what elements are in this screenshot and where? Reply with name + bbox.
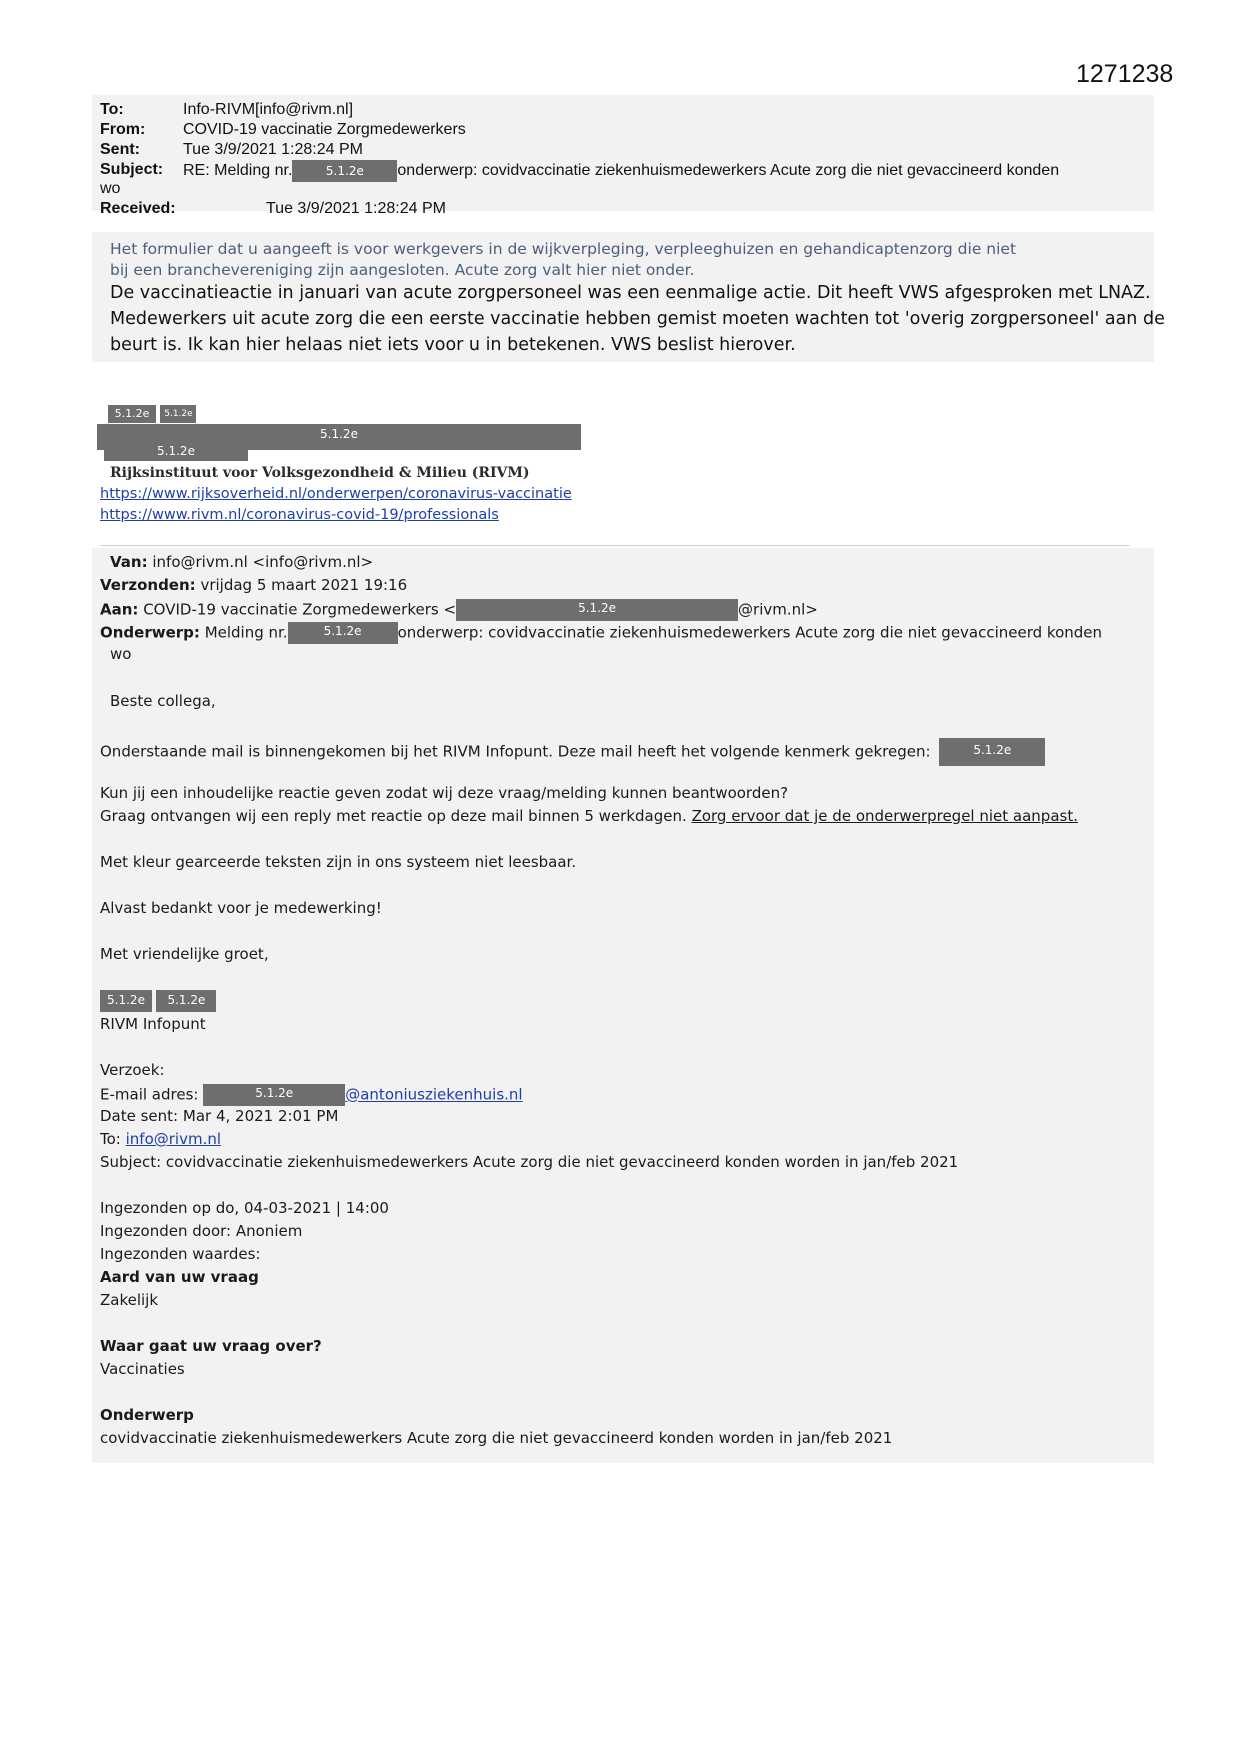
request-ingezonden-op: Ingezonden op do, 04-03-2021 | 14:00	[100, 1199, 389, 1217]
request-email-label: E-mail adres:	[100, 1085, 199, 1104]
request-aard-label: Aard van uw vraag	[100, 1268, 259, 1286]
reply-blue-line-2: bij een branchevereniging zijn aangesloten. Acute zorg valt hier niet onder.	[110, 261, 695, 279]
body-shade	[92, 548, 1154, 1463]
reply-blue-line-1: Het formulier dat u aangeeft is voor werkgevers in de wijkverpleging, verpleeghuizen en gehandicaptenzorg die niet	[110, 240, 1017, 258]
header-to-label: To:	[100, 101, 124, 118]
forward-onderwerp-prefix: Melding nr.	[204, 623, 288, 642]
request-ingezonden-waardes: Ingezonden waardes:	[100, 1245, 261, 1263]
body-p2c: Zorg ervoor dat je de onderwerpregel niet aanpast.	[691, 807, 1078, 825]
body-p4: Alvast bedankt voor je medewerking!	[100, 899, 382, 917]
header-received-label: Received:	[100, 200, 176, 217]
forward-verzonden-value: vrijdag 5 maart 2021 19:16	[200, 576, 408, 594]
document-number: 1271238	[1076, 60, 1174, 88]
reply-line-3: beurt is. Ik kan hier helaas niet iets voor u in betekenen. VWS beslist hierover.	[110, 335, 796, 355]
request-date-sent: Date sent: Mar 4, 2021 2:01 PM	[100, 1107, 339, 1125]
request-to-line	[100, 1130, 221, 1148]
body-p3: Met kleur gearceerde teksten zijn in ons systeem niet leesbaar.	[100, 853, 577, 871]
body-p5: Met vriendelijke groet,	[100, 945, 269, 963]
request-to-link[interactable]: info@rivm.nl	[125, 1130, 222, 1148]
request-ingezonden-door: Ingezonden door: Anoniem	[100, 1222, 303, 1240]
signature-redactions	[108, 405, 196, 423]
redaction-box: 5.1.2e	[156, 990, 216, 1012]
forward-onderwerp-wrap: wo	[110, 645, 132, 663]
request-onderwerp-value: covidvaccinatie ziekenhuismedewerkers Acute zorg die niet gevaccineerd konden worden in jan/feb 2021	[100, 1429, 893, 1447]
header-subject-suffix: onderwerp: covidvaccinatie ziekenhuismedewerkers Acute zorg die niet gevaccineerd konden	[397, 162, 1060, 180]
forward-onderwerp-line	[100, 622, 1102, 644]
forward-onderwerp-label: Onderwerp:	[100, 623, 200, 642]
header-from-value: COVID-19 vaccinatie Zorgmedewerkers	[183, 121, 466, 138]
request-subject: Subject: covidvaccinatie ziekenhuismedewerkers Acute zorg die niet gevaccineerd konden worden in jan/feb 2021	[100, 1153, 959, 1171]
signature-link-rivm[interactable]: https://www.rivm.nl/coronavirus-covid-19/professionals	[100, 507, 499, 523]
redaction-box: 5.1.2e	[100, 990, 152, 1012]
forward-van-value: info@rivm.nl <info@rivm.nl>	[152, 553, 374, 571]
body-p2a: Kun jij een inhoudelijke reactie geven zodat wij deze vraag/melding kunnen beantwoorden?	[100, 784, 789, 802]
request-to-label: To:	[100, 1130, 126, 1148]
redaction-box: 5.1.2e	[203, 1084, 345, 1106]
body-infopunt: RIVM Infopunt	[100, 1015, 206, 1033]
body-signature-redactions	[100, 990, 216, 1012]
forward-verzonden-label: Verzonden:	[100, 576, 196, 594]
forward-aan-line	[100, 599, 818, 621]
header-sent-value: Tue 3/9/2021 1:28:24 PM	[183, 141, 363, 158]
request-waar-value: Vaccinaties	[100, 1360, 185, 1378]
header-from-label: From:	[100, 121, 146, 138]
redaction-box: 5.1.2e	[104, 441, 248, 461]
body-p1-line	[100, 738, 1045, 766]
redaction-box: 5.1.2e	[160, 405, 196, 423]
forward-aan-value: COVID-19 vaccinatie Zorgmedewerkers <	[143, 600, 457, 619]
signature-org: Rijksinstituut voor Volksgezondheid & Milieu (RIVM)	[110, 465, 530, 481]
redaction-box: 5.1.2e	[939, 738, 1045, 766]
request-verzoek: Verzoek:	[100, 1061, 165, 1079]
body-greeting: Beste collega,	[110, 692, 216, 710]
header-subject-wrap: wo	[100, 180, 121, 197]
reply-line-1: De vaccinatieactie in januari van acute zorgpersoneel was een eenmalige actie. Dit heeft VWS afgesproken met LNAZ.	[110, 283, 1151, 303]
redaction-box: 5.1.2e	[288, 622, 398, 644]
signature-link-rijksoverheid[interactable]: https://www.rijksoverheid.nl/onderwerpen/coronavirus-vaccinatie	[100, 486, 572, 502]
header-to-value: Info-RIVM[info@rivm.nl]	[183, 101, 354, 118]
forward-aan-suffix: @rivm.nl>	[738, 600, 818, 619]
request-email-line	[100, 1084, 523, 1106]
forward-aan-label: Aan:	[100, 600, 139, 619]
request-waar-label: Waar gaat uw vraag over?	[100, 1337, 322, 1355]
header-sent-label: Sent:	[100, 141, 140, 158]
divider	[100, 545, 1130, 546]
header-received-value: Tue 3/9/2021 1:28:24 PM	[266, 200, 446, 217]
forward-van-line	[110, 553, 373, 571]
redaction-box: 5.1.2e	[97, 424, 581, 450]
redaction-box: 5.1.2e	[456, 599, 738, 621]
redaction-box: 5.1.2e	[108, 405, 156, 423]
header-subject-label: Subject:	[100, 161, 164, 178]
forward-van-label: Van:	[110, 553, 148, 571]
request-email-domain[interactable]: @antoniusziekenhuis.nl	[345, 1085, 523, 1104]
redaction-box: 5.1.2e	[292, 160, 397, 182]
forward-onderwerp-suffix: onderwerp: covidvaccinatie ziekenhuismedewerkers Acute zorg die niet gevaccineerd konden	[397, 623, 1103, 642]
request-onderwerp-label: Onderwerp	[100, 1406, 194, 1424]
body-p2-line	[100, 807, 1078, 825]
signature-redaction-small	[104, 441, 248, 461]
forward-verzonden-line	[100, 576, 407, 594]
body-p1: Onderstaande mail is binnengekomen bij het RIVM Infopunt. Deze mail heeft het volgende kenmerk gekregen:	[100, 742, 931, 761]
body-p2b: Graag ontvangen wij een reply met reactie op deze mail binnen 5 werkdagen.	[100, 807, 687, 825]
header-subject-line	[183, 160, 1059, 182]
header-subject-prefix: RE: Melding nr.	[183, 162, 293, 180]
request-aard-value: Zakelijk	[100, 1291, 159, 1309]
reply-line-2: Medewerkers uit acute zorg die een eerste vaccinatie hebben gemist moeten wachten tot 'overig zorgpersoneel' aan de	[110, 309, 1165, 329]
